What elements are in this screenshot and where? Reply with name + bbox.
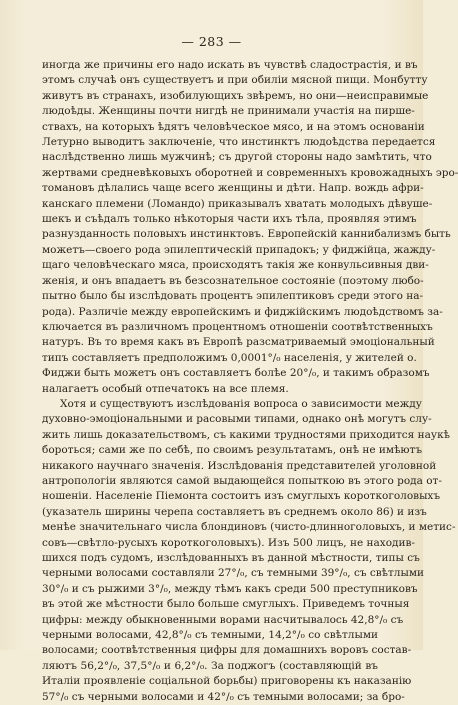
text-line: духовно-эмоціональными и расовыми типами, однако онѣ могутъ слу- bbox=[42, 413, 432, 426]
text-line: жертвами средневѣковыхъ оборотней и современныхъ кровожадныхъ эро- bbox=[42, 166, 458, 179]
text-line: женія, и онъ впадаетъ въ безсознательное состояніе (поэтому любо- bbox=[42, 274, 424, 287]
text-line: черными волосами составляли 27°/₀, съ темными 39°/₀, съ свѣтлыми bbox=[42, 567, 425, 580]
text-line: пытно было бы изслѣдовать процентъ эпилептиковъ среди этого на- bbox=[42, 290, 424, 303]
text-line: 57°/₀ съ черными волосами и 42°/₀ съ темными волосами; за бро- bbox=[42, 690, 405, 703]
text-line: типъ составляетъ предположимъ 0,0001°/₀ населенія, у жителей о. bbox=[42, 351, 417, 364]
text-line: жить лишь доказательствомъ, съ какими трудностями приходится наукѣ bbox=[42, 428, 450, 441]
text-line: бороться; сами же по себѣ, по своимъ результатамъ, онѣ не имѣютъ bbox=[42, 444, 423, 457]
text-line: щаго человѣческаго мяса, происходятъ такія же конвульсивныя дви- bbox=[42, 259, 429, 272]
text-line: людоѣды. Женщины почти нигдѣ не принимали участія на пирше- bbox=[42, 105, 415, 118]
page-number: — 283 — bbox=[181, 34, 242, 49]
text-line: ствахъ, на которыхъ ѣдятъ человѣческое мясо, и на этомъ основаніи bbox=[42, 120, 425, 133]
text-line: ключается въ различномъ процентномъ отношеніи соотвѣтственныхъ bbox=[42, 320, 433, 333]
text-line: натуръ. Въ то время какъ въ Европѣ разсматриваемый эмоціональный bbox=[42, 336, 435, 349]
text-line: никакого научнаго значенія. Изслѣдованія представителей уголовной bbox=[42, 459, 437, 472]
text-line: наслѣдственно лишь мужчинѣ; съ другой стороны надо замѣтить, что bbox=[42, 151, 432, 164]
text-line: Италіи проявленіе соціальной борьбы) приговорены къ наказанію bbox=[42, 675, 412, 688]
text-line: менѣе значительнаго числа блондиновъ (чисто-длинноголовыхъ, и метис- bbox=[42, 521, 456, 534]
paragraph bbox=[42, 397, 456, 705]
text-line: (указатель ширины черепа составляетъ въ среднемъ около 86) и изъ bbox=[42, 505, 427, 518]
text-line: черными волосами, 42,8°/₀ съ темными, 14,2°/₀ со свѣтлыми bbox=[42, 629, 378, 642]
text-line: томановъ дѣлались чаще всего женщины и дѣти. Напр. вождь афри- bbox=[42, 182, 424, 195]
text-line: иногда же причины его надо искать въ чувствѣ сладострастія, и въ bbox=[42, 59, 418, 71]
text-line: разнузданность половыхъ инстинктовъ. Европейскій каннибализмъ быть bbox=[42, 228, 451, 241]
text-line: въ этой же мѣстности было больше смуглыхъ. Приведемъ точныя bbox=[42, 598, 410, 611]
text-line: 30°/₀ и съ рыжими 3°/₀, между тѣмъ какъ среди 500 преступниковъ bbox=[42, 582, 418, 595]
text-line: налагаетъ особый отпечатокъ на все племя. bbox=[42, 382, 289, 395]
text-line: волосами; соотвѣтственныя цифры для домашнихъ воровъ состав- bbox=[42, 644, 412, 657]
text-line: цифры: между обыкновенными ворами насчитывалось 42,8°/₀ съ bbox=[42, 613, 404, 626]
text-line: антропологіи являются самой выдающейся попыткою въ этого рода от- bbox=[42, 474, 442, 487]
text-line: совъ—свѣтло-русыхъ короткоголовыхъ). Изъ 500 лицъ, не находив- bbox=[42, 536, 415, 549]
text-line: ляютъ 56,2°/₀, 37,5°/₀ и 6,2°/₀. За поджогъ (составляющій въ bbox=[42, 659, 378, 672]
text-line: Хотя и существуютъ изслѣдованія вопроса о зависимости между bbox=[60, 397, 422, 410]
text-line: можетъ—своего рода эпилептическій припадокъ; у фиджійца, жажду- bbox=[42, 243, 436, 256]
text-line: шекъ и съѣдалъ только нѣкоторыя части ихъ тѣла, проявляя этимъ bbox=[42, 213, 417, 226]
body-text bbox=[42, 58, 458, 705]
text-line: Летурно выводитъ заключеніе, что инстинктъ людоѣдства передается bbox=[42, 136, 436, 149]
text-line: этомъ случаѣ онъ существуетъ и при обиліи мясной пищи. Монбутту bbox=[42, 74, 428, 87]
text-line: живутъ въ странахъ, изобилующихъ звѣремъ, но они—неисправимые bbox=[42, 89, 429, 102]
text-line: канскаго племени (Ломандо) приказывалъ хватать молодыхъ дѣвуше- bbox=[42, 197, 433, 210]
text-line: ношеніи. Населеніе Піемонта состоитъ изъ смуглыхъ короткоголовыхъ bbox=[42, 490, 441, 503]
paragraph bbox=[42, 58, 458, 397]
text-line: рода). Различіе между европейскимъ и фиджійскимъ людоѣдствомъ за- bbox=[42, 305, 443, 318]
text-line: Фиджи быть можетъ онъ составляетъ болѣе 20°/₀, и такимъ образомъ bbox=[42, 367, 430, 380]
text-line: шихся подъ судомъ, изслѣдованныхъ въ данной мѣстности, типы съ bbox=[42, 552, 420, 564]
